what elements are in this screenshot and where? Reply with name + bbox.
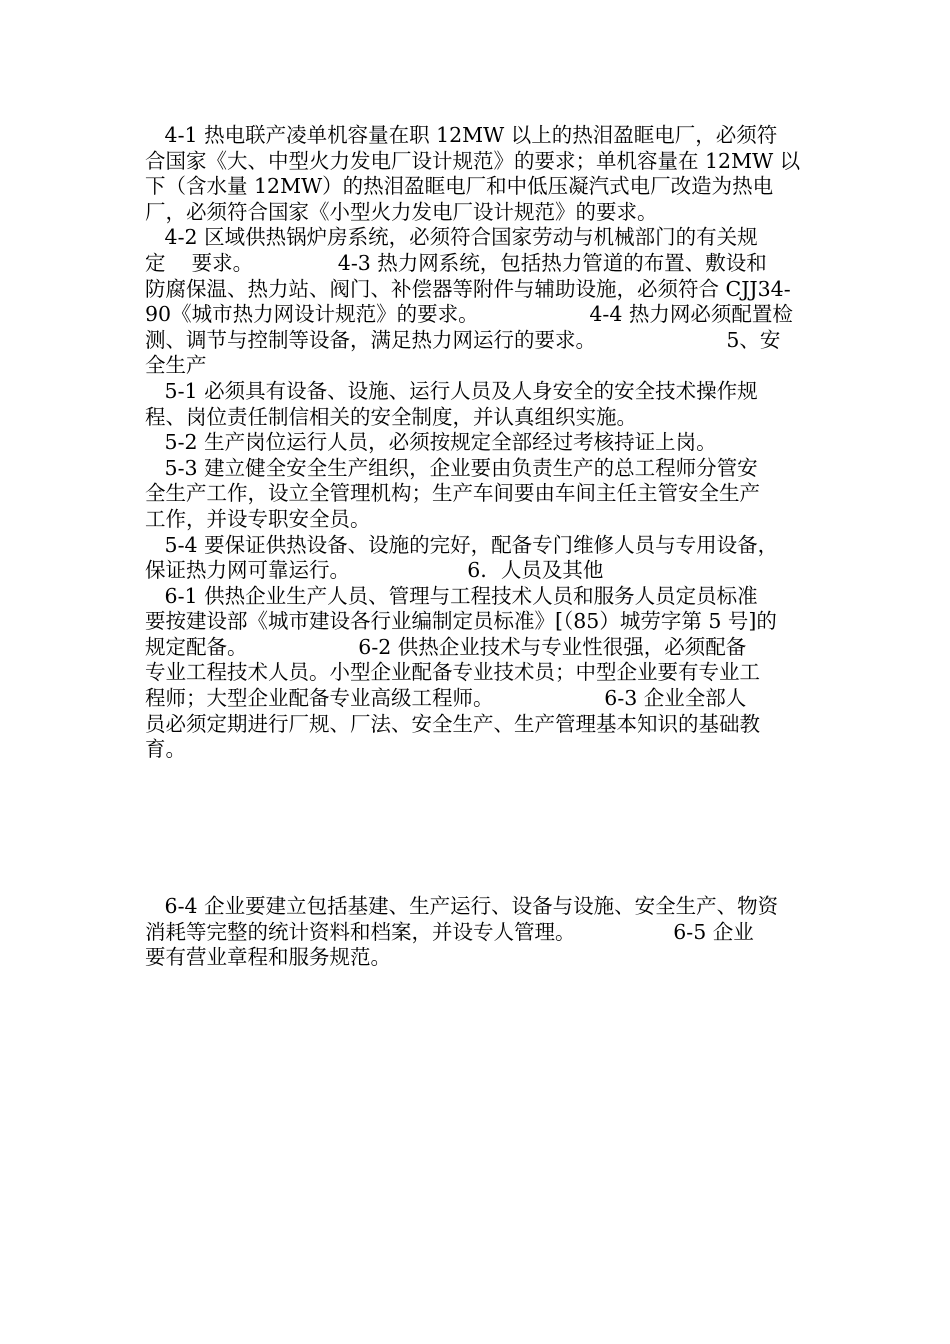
text-line: 5-1 必须具有设备、设施、运行人员及人身安全的安全技术操作规 (145, 378, 758, 403)
text-line: 合国家《大、中型火力发电厂设计规范》的要求；单机容量在 12MW 以 (145, 148, 801, 173)
text-line: 程、岗位责任制信相关的安全制度，并认真组织实施。 (145, 404, 637, 429)
text-line: 4-2 区域供热锅炉房系统，必须符合国家劳动与机械部门的有关规 (145, 225, 758, 250)
text-line: 育。 (145, 737, 186, 762)
text-line: 90《城市热力网设计规范》的要求。 4-4 热力网必须配置检 (145, 302, 793, 327)
text-block-continued (145, 894, 807, 971)
text-line: 规定配备。 6-2 供热企业技术与专业性很强，必须配备 (145, 634, 747, 659)
text-line: 消耗等完整的统计资料和档案，并设专人管理。 6-5 企业 (145, 919, 754, 944)
text-line: 测、调节与控制等设备，满足热力网运行的要求。 5、安 (145, 327, 781, 352)
text-line: 6-4 企业要建立包括基建、生产运行、设备与设施、安全生产、物资 (145, 894, 779, 918)
text-line: 要有营业章程和服务规范。 (145, 945, 391, 970)
text-line: 5-2 生产岗位运行人员，必须按规定全部经过考核持证上岗。 (145, 430, 717, 455)
text-line: 全生产 (145, 353, 207, 378)
text-line: 专业工程技术人员。小型企业配备专业技术员；中型企业要有专业工 (145, 660, 760, 685)
text-line: 程师；大型企业配备专业高级工程师。 6-3 企业全部人 (145, 686, 747, 711)
text-line: 6-1 供热企业生产人员、管理与工程技术人员和服务人员定员标准 (145, 583, 758, 608)
text-line: 全生产工作，设立全管理机构；生产车间要由车间主任主管安全生产 (145, 481, 760, 506)
text-block-main (145, 123, 807, 763)
text-line: 5-4 要保证供热设备、设施的完好，配备专门维修人员与专用设备， (145, 532, 779, 557)
text-line: 保证热力网可靠运行。 6．人员及其他 (145, 558, 604, 583)
text-line: 防腐保温、热力站、阀门、补偿器等附件与辅助设施，必须符合 CJJ34- (145, 276, 791, 301)
text-line: 4-1 热电联产凌单机容量在职 12MW 以上的热泪盈眶电厂，必须符 (145, 123, 778, 147)
text-line: 定 要求。 4-3 热力网系统，包括热力管道的布置、敷设和 (145, 250, 767, 275)
text-line: 5-3 建立健全安全生产组织，企业要由负责生产的总工程师分管安 (145, 455, 758, 480)
text-line: 下（含水量 12MW）的热泪盈眶电厂和中低压凝汽式电厂改造为热电 (145, 174, 774, 199)
text-line: 厂，必须符合国家《小型火力发电厂设计规范》的要求。 (145, 199, 658, 224)
text-line: 工作，并设专职安全员。 (145, 506, 371, 531)
text-line: 员必须定期进行厂规、厂法、安全生产、生产管理基本知识的基础教 (145, 711, 760, 736)
text-line: 要按建设部《城市建设各行业编制定员标准》[（85）城劳字第 5 号]的 (145, 609, 777, 634)
